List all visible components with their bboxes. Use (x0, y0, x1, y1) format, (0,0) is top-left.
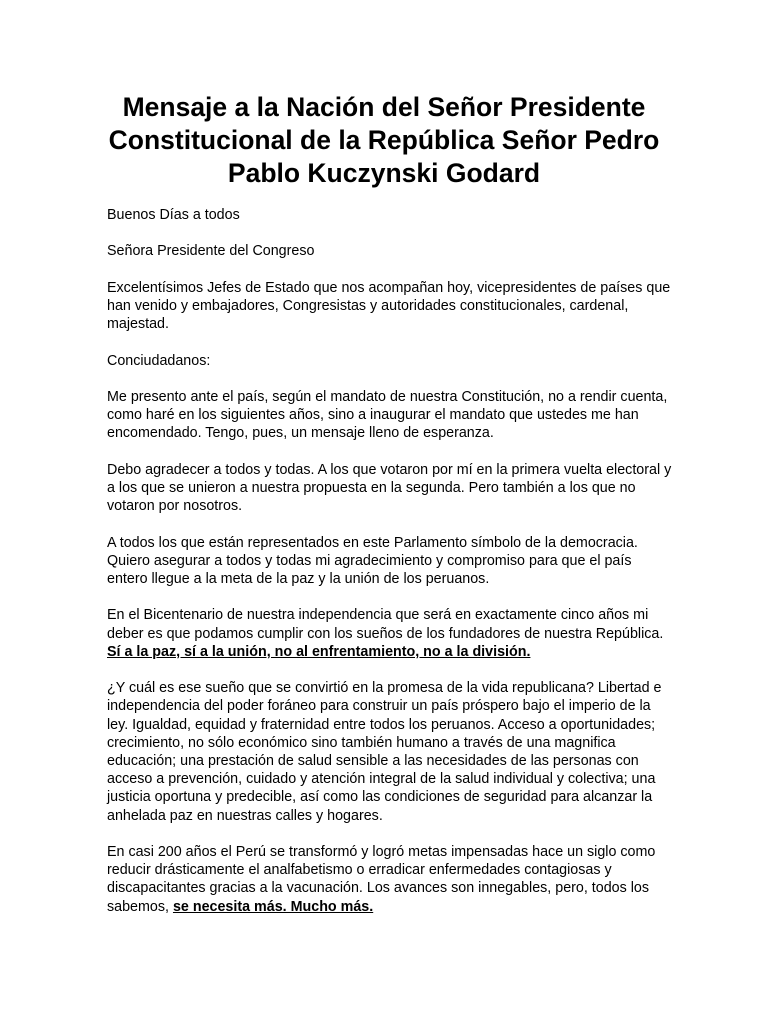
paragraph-text: A todos los que están representados en este Parlamento símbolo de la democracia. Quiero asegurar a todos y todas mi agradecimiento y compromiso para que el país entero llegue a la meta de la paz y la unión de los peruanos. (107, 534, 638, 587)
paragraph-text: En el Bicentenario de nuestra independencia que será en exactamente cinco años mi deber es que podamos cumplir con los sueños de los fundadores de nuestra República. (107, 607, 664, 642)
paragraph-emphasis: se necesita más. Mucho más. (172, 898, 374, 915)
paragraph-text: Buenos Días a todos (107, 207, 240, 223)
paragraph-text: Señora Presidente del Congreso (107, 243, 315, 260)
paragraph-greeting (107, 206, 672, 224)
paragraph-text: Conciudadanos: (107, 352, 211, 369)
paragraph-dignitaries (107, 279, 672, 334)
paragraph-republican-dream (107, 679, 672, 825)
paragraph-emphasis: Sí a la paz, sí a la unión, no al enfrentamiento, no a la división. (107, 643, 531, 660)
paragraph-bicentennial (107, 606, 672, 661)
paragraph-text: En casi 200 años el Perú se transformó y logró metas impensadas hace un siglo como reducir drásticamente el analfabetismo o erradicar enfermedades contagiosas y discapacitantes gracias a la vacunación. Los avances son innegables, pero, todos los sabemos, (107, 843, 656, 915)
paragraph-text: ¿Y cuál es ese sueño que se convirtió en la promesa de la vida republicana? Libertad e independencia del poder foráneo para construir un país próspero bajo el imperio de la ley. Igualdad, equidad y fraternidad entre todos los peruanos. Acceso a oportunidades; crecimiento, no sólo económico sino también humano a través de una magnifica educación; una prestación de salud sensible a las necesidades de las personas con acceso a prevención, cuidado y atención integral de la salud individual y colectiva; una justicia oportuna y predecible, así como las condiciones de seguridad para alcanzar la anhelada paz en nuestras calles y hogares. (107, 680, 662, 824)
paragraph-text: Me presento ante el país, según el mandato de nuestra Constitución, no a rendir cuenta, como haré en los siguientes años, sino a inaugurar el mandato que ustedes me han encomendado. Tengo, pues, un mensaje lleno de esperanza. (107, 388, 668, 442)
paragraph-text: Excelentísimos Jefes de Estado que nos acompañan hoy, vicepresidentes de países que han venido y embajadores, Congresistas y autoridades constitucionales, cardenal, majestad. (107, 279, 671, 333)
paragraph-parliament (107, 534, 672, 589)
document-body (107, 206, 672, 934)
paragraph-conciudadanos (107, 352, 672, 370)
paragraph-progress (107, 843, 672, 916)
document-title: Mensaje a la Nación del Señor Presidente Constitucional de la República Señor Pedro Pablo Kuczynski Godard (108, 92, 660, 188)
paragraph-congress-president (107, 242, 672, 260)
paragraph-mandate (107, 388, 672, 443)
paragraph-gratitude (107, 461, 672, 516)
paragraph-text: Debo agradecer a todos y todas. A los que votaron por mí en la primera vuelta electoral y a los que se unieron a nuestra propuesta en la segunda. Pero también a los que no votaron por nosotros. (107, 461, 672, 515)
